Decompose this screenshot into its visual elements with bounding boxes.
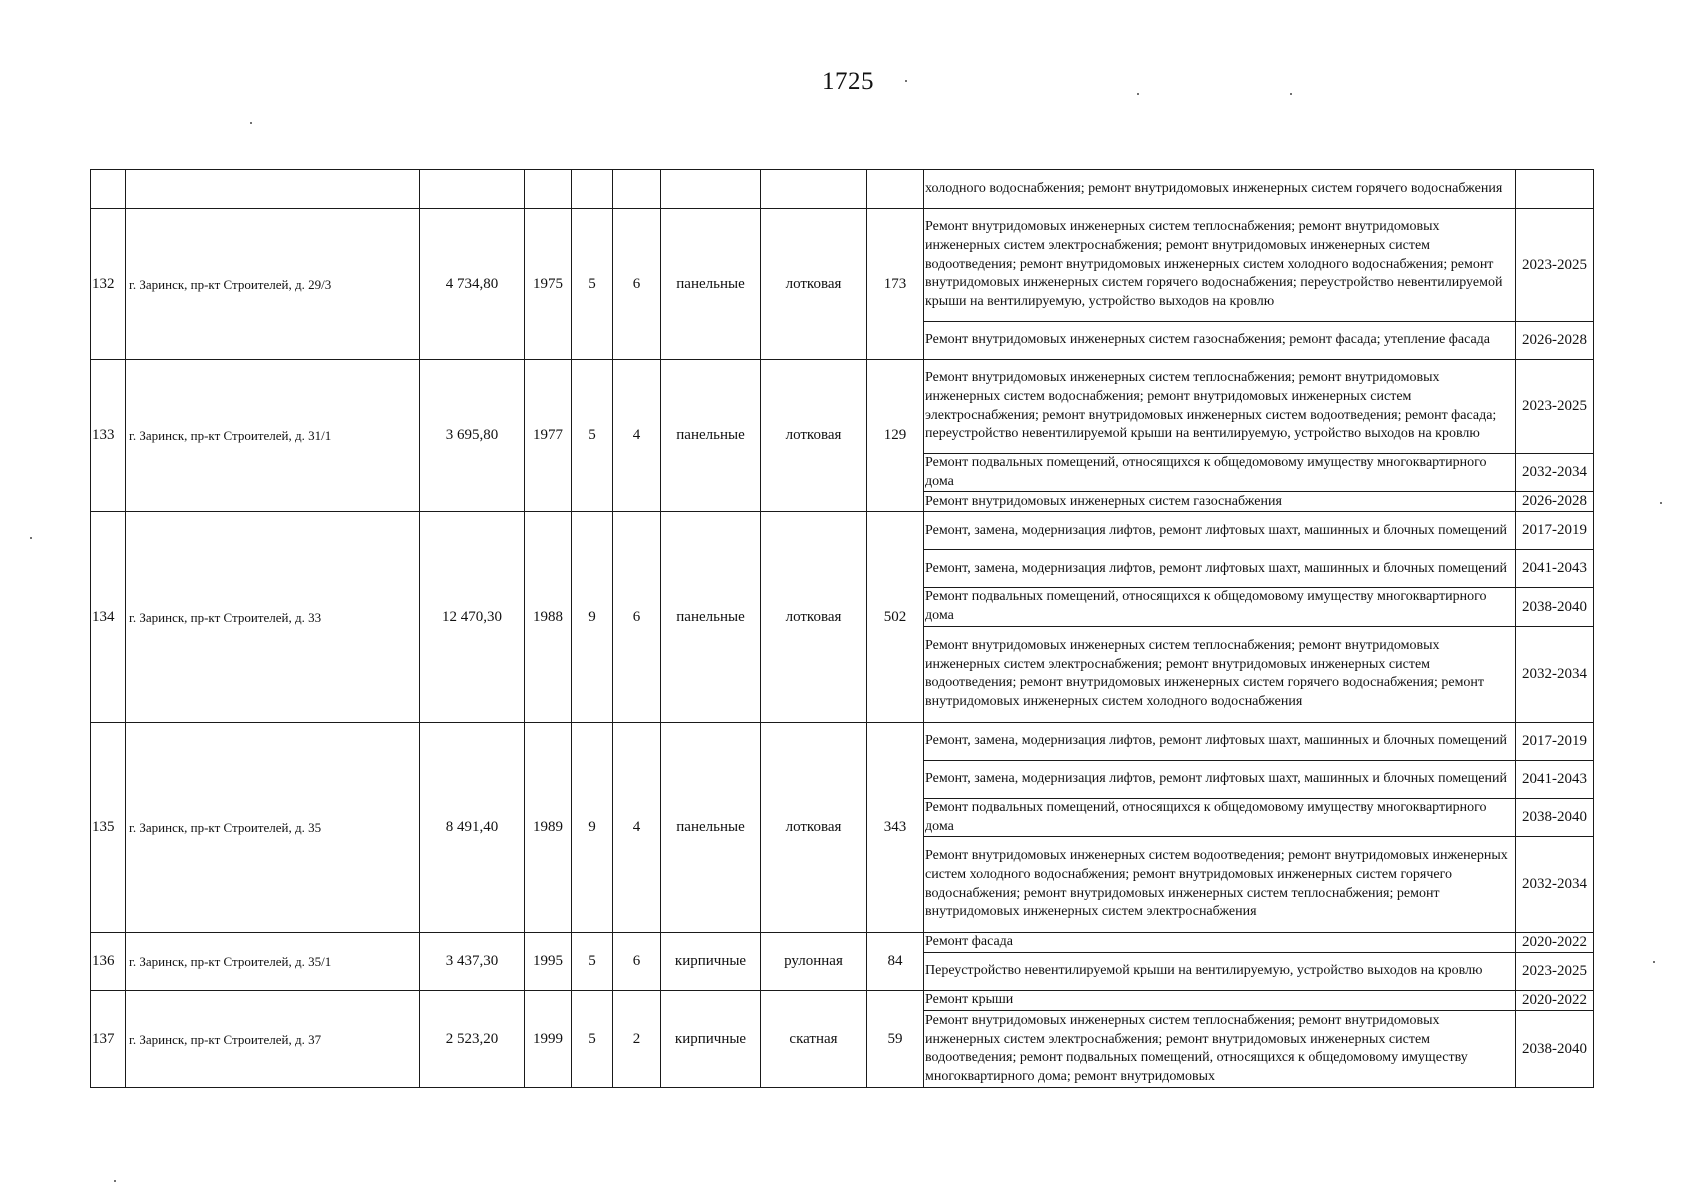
work-period: 2023-2025 xyxy=(1516,209,1594,322)
work-description: Ремонт крыши xyxy=(924,991,1516,1011)
residents-cell: 173 xyxy=(867,209,924,360)
work-period: 2020-2022 xyxy=(1516,991,1594,1011)
entrances-cell: 6 xyxy=(613,933,661,991)
building-row xyxy=(91,360,1594,454)
walls-cell: панельные xyxy=(661,360,761,512)
floors-cell: 5 xyxy=(572,209,613,360)
roof-cell: лотковая xyxy=(761,360,867,512)
scan-speck xyxy=(30,537,32,539)
residents-cell: 343 xyxy=(867,722,924,932)
entrances-cell: 4 xyxy=(613,360,661,512)
work-description: Ремонт внутридомовых инженерных систем теплоснабжения; ремонт внутридомовых инженерных систем электроснабжения; ремонт внутридомовых инженерных систем водоотведения; ремонт внутридомовых инженерных систем горячего водоснабжения; ремонт внутридомовых инженерных систем холодного водоснабжения xyxy=(924,626,1516,722)
area-cell: 8 491,40 xyxy=(420,722,525,932)
work-period: 2041-2043 xyxy=(1516,760,1594,798)
walls-cell: кирпичные xyxy=(661,933,761,991)
building-row xyxy=(91,722,1594,760)
area-cell: 3 437,30 xyxy=(420,933,525,991)
work-description: Ремонт подвальных помещений, относящихся к общедомовому имуществу многоквартирного дома xyxy=(924,798,1516,836)
address-cell: г. Заринск, пр-кт Строителей, д. 29/3 xyxy=(126,209,420,360)
work-description: Ремонт подвальных помещений, относящихся к общедомовому имуществу многоквартирного дома xyxy=(924,588,1516,626)
work-period: 2032-2034 xyxy=(1516,837,1594,933)
roof-cell: скатная xyxy=(761,991,867,1088)
work-description: Ремонт, замена, модернизация лифтов, ремонт лифтовых шахт, машинных и блочных помещений xyxy=(924,512,1516,550)
work-period: 2023-2025 xyxy=(1516,360,1594,454)
work-period: 2026-2028 xyxy=(1516,322,1594,360)
work-description: Ремонт фасада xyxy=(924,933,1516,953)
building-row xyxy=(91,209,1594,322)
floors-cell: 5 xyxy=(572,991,613,1088)
scan-speck xyxy=(1653,961,1655,963)
roof-cell: рулонная xyxy=(761,933,867,991)
year-cell: 1977 xyxy=(525,360,572,512)
work-description: Ремонт подвальных помещений, относящихся к общедомовому имуществу многоквартирного дома xyxy=(924,454,1516,492)
residents-cell: 59 xyxy=(867,991,924,1088)
work-description: Переустройство невентилируемой крыши на вентилируемую, устройство выходов на кровлю xyxy=(924,953,1516,991)
work-period: 2020-2022 xyxy=(1516,933,1594,953)
year-cell xyxy=(525,170,572,209)
walls-cell: кирпичные xyxy=(661,991,761,1088)
address-cell: г. Заринск, пр-кт Строителей, д. 35/1 xyxy=(126,933,420,991)
year-cell: 1995 xyxy=(525,933,572,991)
continuation-row xyxy=(91,170,1594,209)
num-cell: 135 xyxy=(91,722,126,932)
entrances-cell: 6 xyxy=(613,512,661,722)
year-cell: 1975 xyxy=(525,209,572,360)
area-cell: 12 470,30 xyxy=(420,512,525,722)
work-description: Ремонт внутридомовых инженерных систем водоотведения; ремонт внутридомовых инженерных систем холодного водоснабжения; ремонт внутридомовых инженерных систем горячего водоснабжения; ремонт внутридомовых инженерных систем теплоснабжения; ремонт внутридомовых инженерных систем электроснабжения xyxy=(924,837,1516,933)
address-cell xyxy=(126,170,420,209)
year-cell: 1989 xyxy=(525,722,572,932)
area-cell: 2 523,20 xyxy=(420,991,525,1088)
scan-speck xyxy=(1137,93,1139,95)
work-description: Ремонт внутридомовых инженерных систем газоснабжения; ремонт фасада; утепление фасада xyxy=(924,322,1516,360)
walls-cell: панельные xyxy=(661,722,761,932)
work-period: 2038-2040 xyxy=(1516,588,1594,626)
work-description: Ремонт, замена, модернизация лифтов, ремонт лифтовых шахт, машинных и блочных помещений xyxy=(924,550,1516,588)
building-row xyxy=(91,933,1594,953)
scan-speck xyxy=(114,1180,116,1182)
scan-speck xyxy=(1290,93,1292,95)
floors-cell: 5 xyxy=(572,360,613,512)
num-cell xyxy=(91,170,126,209)
floors-cell: 9 xyxy=(572,722,613,932)
work-period: 2038-2040 xyxy=(1516,798,1594,836)
work-period xyxy=(1516,170,1594,209)
work-description: Ремонт внутридомовых инженерных систем теплоснабжения; ремонт внутридомовых инженерных систем электроснабжения; ремонт внутридомовых инженерных систем водоотведения; ремонт подвальных помещений, относящихся к общедомовому имуществу многоквартирного дома; ремонт внутридомовых xyxy=(924,1011,1516,1088)
work-period: 2026-2028 xyxy=(1516,492,1594,512)
roof-cell: лотковая xyxy=(761,512,867,722)
work-description: холодного водоснабжения; ремонт внутридомовых инженерных систем горячего водоснабжения xyxy=(924,170,1516,209)
work-description: Ремонт внутридомовых инженерных систем теплоснабжения; ремонт внутридомовых инженерных систем водоснабжения; ремонт внутридомовых инженерных систем электроснабжения; ремонт внутридомовых инженерных систем водоотведения; ремонт фасада; переустройство невентилируемой крыши на вентилируемую, устройство выходов на кровлю xyxy=(924,360,1516,454)
walls-cell: панельные xyxy=(661,512,761,722)
building-row xyxy=(91,512,1594,550)
work-period: 2017-2019 xyxy=(1516,512,1594,550)
work-period: 2023-2025 xyxy=(1516,953,1594,991)
work-description: Ремонт внутридомовых инженерных систем газоснабжения xyxy=(924,492,1516,512)
residents-cell: 502 xyxy=(867,512,924,722)
residents-cell: 129 xyxy=(867,360,924,512)
work-period: 2032-2034 xyxy=(1516,454,1594,492)
entrances-cell xyxy=(613,170,661,209)
year-cell: 1999 xyxy=(525,991,572,1088)
entrances-cell: 6 xyxy=(613,209,661,360)
work-period: 2017-2019 xyxy=(1516,722,1594,760)
entrances-cell: 2 xyxy=(613,991,661,1088)
work-period: 2038-2040 xyxy=(1516,1011,1594,1088)
work-description: Ремонт внутридомовых инженерных систем теплоснабжения; ремонт внутридомовых инженерных систем электроснабжения; ремонт внутридомовых инженерных систем водоотведения; ремонт внутридомовых инженерных систем холодного водоснабжения; ремонт внутридомовых инженерных систем горячего водоснабжения; переустройство невентилируемой крыши на вентилируемую, устройство выходов на кровлю xyxy=(924,209,1516,322)
num-cell: 136 xyxy=(91,933,126,991)
address-cell: г. Заринск, пр-кт Строителей, д. 31/1 xyxy=(126,360,420,512)
roof-cell: лотковая xyxy=(761,209,867,360)
entrances-cell: 4 xyxy=(613,722,661,932)
building-row xyxy=(91,991,1594,1011)
area-cell xyxy=(420,170,525,209)
floors-cell: 9 xyxy=(572,512,613,722)
num-cell: 132 xyxy=(91,209,126,360)
scan-speck xyxy=(250,122,252,124)
address-cell: г. Заринск, пр-кт Строителей, д. 37 xyxy=(126,991,420,1088)
num-cell: 134 xyxy=(91,512,126,722)
work-period: 2041-2043 xyxy=(1516,550,1594,588)
address-cell: г. Заринск, пр-кт Строителей, д. 33 xyxy=(126,512,420,722)
area-cell: 3 695,80 xyxy=(420,360,525,512)
floors-cell xyxy=(572,170,613,209)
num-cell: 133 xyxy=(91,360,126,512)
walls-cell xyxy=(661,170,761,209)
work-description: Ремонт, замена, модернизация лифтов, ремонт лифтовых шахт, машинных и блочных помещений xyxy=(924,722,1516,760)
roof-cell xyxy=(761,170,867,209)
num-cell: 137 xyxy=(91,991,126,1088)
page-number: 1725 xyxy=(822,68,874,95)
walls-cell: панельные xyxy=(661,209,761,360)
work-description: Ремонт, замена, модернизация лифтов, ремонт лифтовых шахт, машинных и блочных помещений xyxy=(924,760,1516,798)
residents-cell xyxy=(867,170,924,209)
housing-repair-table xyxy=(90,169,1594,1088)
scan-speck xyxy=(1660,502,1662,504)
scan-speck xyxy=(905,80,907,82)
residents-cell: 84 xyxy=(867,933,924,991)
floors-cell: 5 xyxy=(572,933,613,991)
address-cell: г. Заринск, пр-кт Строителей, д. 35 xyxy=(126,722,420,932)
area-cell: 4 734,80 xyxy=(420,209,525,360)
roof-cell: лотковая xyxy=(761,722,867,932)
year-cell: 1988 xyxy=(525,512,572,722)
work-period: 2032-2034 xyxy=(1516,626,1594,722)
